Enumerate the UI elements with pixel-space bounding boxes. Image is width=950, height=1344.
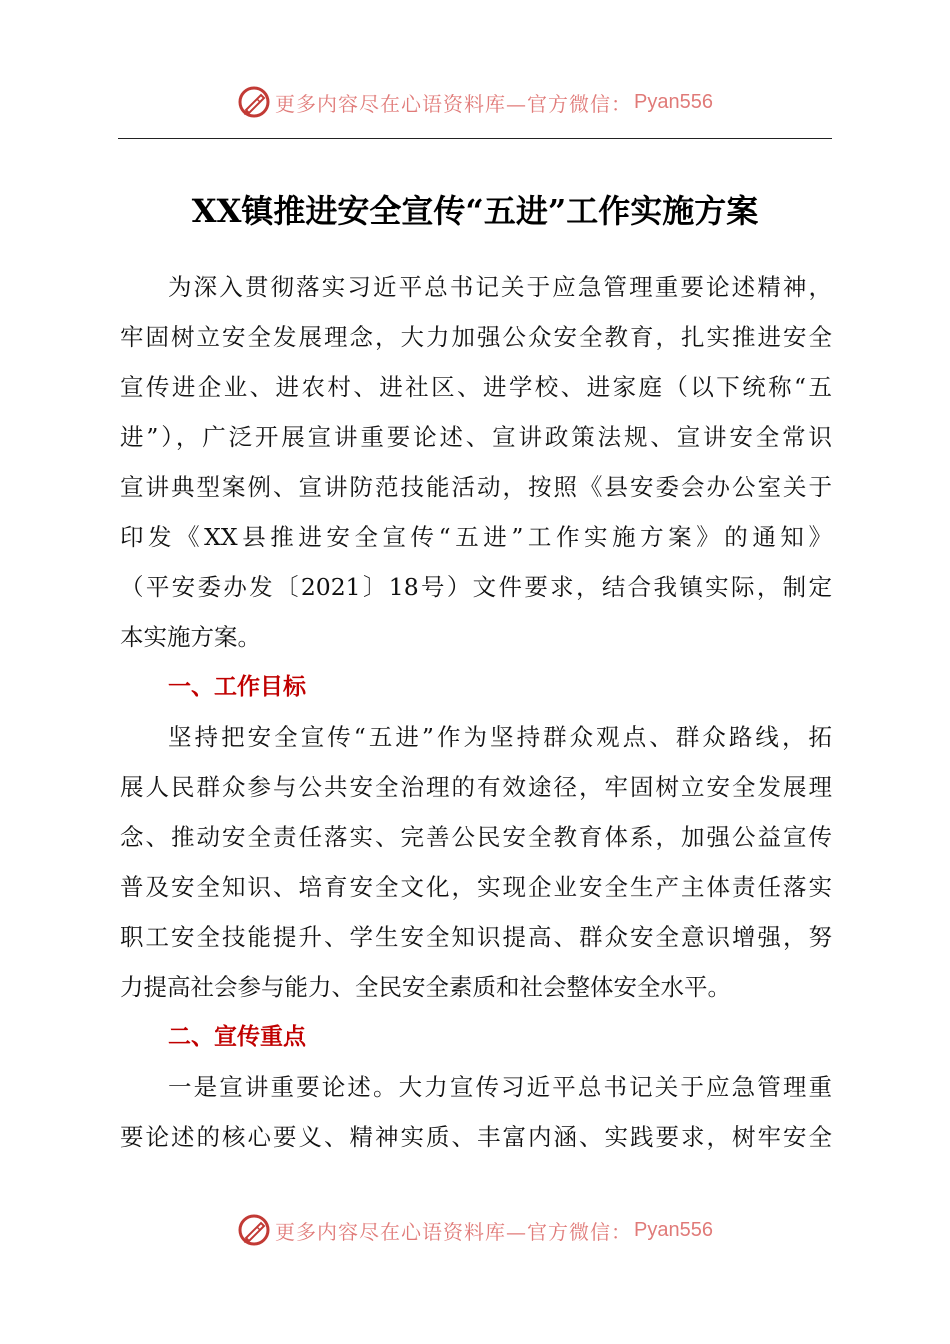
watermark-text: 更多内容尽在心语资料库—官方微信： <box>275 91 633 116</box>
footer-watermark <box>0 1210 950 1250</box>
section-line: 普及安全知识、培育安全文化，实现企业安全生产主体责任落实 <box>120 873 832 901</box>
intro-line: 宣传进企业、进农村、进社区、进学校、进家庭（以下统称“五 <box>120 373 832 401</box>
section-line: 一是宣讲重要论述。大力宣传习近平总书记关于应急管理重 <box>168 1073 832 1101</box>
intro-line: 进”），广泛开展宣讲重要论述、宣讲政策法规、宣讲安全常识 <box>120 423 832 451</box>
section-line: 展人民群众参与公共安全治理的有效途径，牢固树立安全发展理 <box>120 773 832 801</box>
section-heading-goals: 一、工作目标 <box>168 674 306 700</box>
section-line: 坚持把安全宣传“五进”作为坚持群众观点、群众路线，拓 <box>168 723 832 751</box>
intro-line: 宣讲典型案例、宣讲防范技能活动，按照《县安委会办公室关于 <box>120 473 832 501</box>
intro-line: 本实施方案。 <box>120 623 261 651</box>
intro-line: 印发《XX县推进安全宣传“五进”工作实施方案》的通知》 <box>120 523 832 551</box>
watermark-wechat-id: Pyan556 <box>634 90 713 113</box>
intro-line: 牢固树立安全发展理念，大力加强公众安全教育，扎实推进安全 <box>120 323 832 351</box>
intro-line: （平安委办发〔2021〕18号）文件要求，结合我镇实际，制定 <box>120 573 832 601</box>
header-divider <box>118 138 832 139</box>
pen-logo-icon <box>237 85 271 119</box>
header-watermark <box>0 82 950 122</box>
section-heading-focus: 二、宣传重点 <box>168 1024 306 1050</box>
section-line: 要论述的核心要义、精神实质、丰富内涵、实践要求，树牢安全 <box>120 1123 832 1151</box>
section-line: 念、推动安全责任落实、完善公民安全教育体系，加强公益宣传 <box>120 823 832 851</box>
document-body <box>120 262 832 1162</box>
watermark-text: 更多内容尽在心语资料库—官方微信： <box>275 1219 633 1244</box>
intro-line: 为深入贯彻落实习近平总书记关于应急管理重要论述精神， <box>168 273 832 301</box>
watermark-wechat-id: Pyan556 <box>634 1218 713 1241</box>
section-line: 职工安全技能提升、学生安全知识提高、群众安全意识增强，努 <box>120 923 832 951</box>
document-title: XX镇推进安全宣传“五进”工作实施方案 <box>191 192 759 230</box>
pen-logo-icon <box>237 1213 271 1247</box>
section-line: 力提高社会参与能力、全民安全素质和社会整体安全水平。 <box>120 973 731 1001</box>
